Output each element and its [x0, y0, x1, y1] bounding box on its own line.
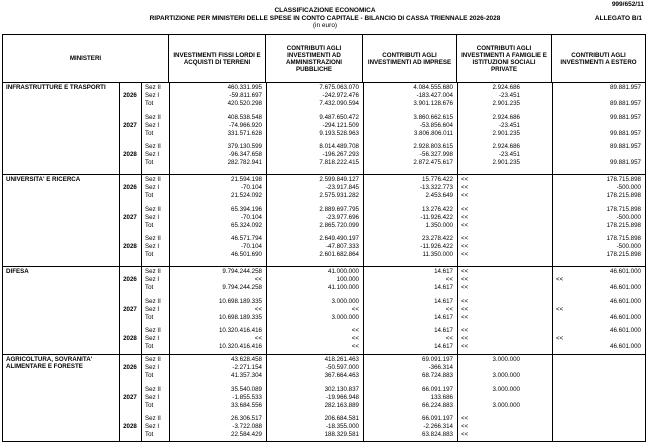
- row-type-label: Sez I: [145, 243, 160, 251]
- table-cell: 2.453.649: [425, 192, 453, 200]
- table-cell: <<: [461, 313, 469, 321]
- table-cell: 408.538.548: [227, 113, 262, 121]
- row-type-label: Tot: [145, 401, 154, 409]
- table-cell: 367.664.463: [324, 372, 359, 380]
- table-cell: -1.855.533: [232, 393, 262, 401]
- table-cell: 46.601.000: [610, 313, 641, 321]
- row-type-label: Sez II: [145, 385, 161, 393]
- table-cell: <<: [461, 305, 469, 313]
- table-cell: <<: [461, 243, 469, 251]
- table-cell: <<: [254, 276, 262, 284]
- table-cell: 302.130.837: [324, 385, 359, 393]
- table-cell: 14.617: [434, 268, 453, 275]
- table-cell: <<: [556, 276, 564, 284]
- table-cell: 3.000.000: [492, 401, 520, 409]
- year-label: 2028: [123, 335, 137, 343]
- table-cell: 2.601.682.864: [319, 251, 359, 259]
- table-cell: 133.686: [430, 393, 453, 401]
- table-cell: 2.865.720.099: [319, 221, 359, 229]
- row-type-label: Sez I: [145, 184, 160, 192]
- table-cell: 10.320.416.416: [218, 343, 262, 351]
- table-cell: -56.327.998: [419, 151, 453, 159]
- year-label: 2028: [123, 243, 137, 251]
- row-type-label: Tot: [145, 343, 154, 351]
- table-cell: -59.811.697: [229, 92, 262, 100]
- row-type-label: Tot: [145, 284, 154, 292]
- table-cell: 41.357.304: [231, 372, 262, 380]
- ministry-name: DIFESA: [6, 268, 29, 275]
- year-label: 2027: [123, 213, 137, 221]
- table-cell: -196.267.293: [322, 151, 359, 159]
- row-type-label: Sez I: [145, 213, 160, 221]
- table-cell: <<: [351, 305, 359, 313]
- table-cell: -294.121.509: [322, 121, 359, 129]
- table-cell: -366.314: [428, 364, 453, 372]
- table-cell: 282.163.889: [324, 401, 359, 409]
- table-cell: 178.215.898: [606, 221, 641, 229]
- table-cell: -53.856.604: [419, 121, 453, 129]
- table-cell: -23.451: [499, 151, 520, 159]
- table-cell: -19.966.948: [325, 393, 359, 401]
- table-cell: 2.599.849.127: [319, 176, 359, 183]
- table-cell: 33.684.556: [231, 401, 262, 409]
- row-type-label: Sez I: [145, 423, 160, 431]
- table-cell: <<: [461, 213, 469, 221]
- table-cell: <<: [461, 235, 469, 243]
- table-cell: <<: [461, 343, 469, 351]
- table-cell: 2.928.803.615: [413, 143, 453, 151]
- year-label: 2027: [123, 305, 137, 313]
- table-cell: <<: [445, 335, 453, 343]
- row-type-label: Tot: [145, 251, 154, 259]
- row-type-label: Sez I: [145, 335, 160, 343]
- table-cell: 178.215.898: [606, 251, 641, 259]
- year-label: 2028: [123, 151, 137, 159]
- row-type-label: Sez II: [145, 84, 161, 91]
- table-cell: -70.104: [241, 184, 262, 192]
- table-cell: <<: [461, 192, 469, 200]
- table-cell: 282.782.941: [227, 159, 262, 167]
- table-cell: 99.881.957: [610, 129, 641, 137]
- row-type-label: Sez II: [145, 143, 161, 151]
- row-type-label: Sez II: [145, 327, 161, 335]
- ministry-name: INFRASTRUTTURE E TRASPORTI: [6, 84, 106, 91]
- row-type-label: Sez II: [145, 415, 161, 423]
- table-cell: 46.601.000: [610, 284, 641, 292]
- table-cell: <<: [461, 423, 469, 431]
- table-cell: <<: [556, 335, 564, 343]
- table-cell: <<: [461, 276, 469, 284]
- table-cell: <<: [461, 415, 469, 423]
- table-cell: -500.000: [616, 243, 641, 251]
- table-cell: 14.617: [434, 313, 453, 321]
- table-cell: 3.860.662.615: [413, 113, 453, 121]
- table-cell: 89.881.957: [610, 143, 641, 151]
- table-cell: 3.806.806.011: [413, 129, 453, 137]
- table-cell: 10.320.416.416: [218, 327, 262, 335]
- col-header-contributi-famiglie: CONTRIBUTI AGLI INVESTIMENTI A FAMIGLIE E ISTITUZIONI SOCIALI PRIVATE: [457, 35, 552, 82]
- col-header-contributi-amministrazioni: CONTRIBUTI AGLI INVESTIMENTI AD AMMINISTRAZIONI PUBBLICHE: [266, 35, 363, 82]
- table-cell: 46.601.000: [610, 327, 641, 335]
- row-type-label: Sez II: [145, 356, 161, 363]
- table-cell: -96.347.658: [228, 151, 262, 159]
- col-header-contributi-imprese: CONTRIBUTI AGLI INVESTIMENTI AD IMPRESE: [363, 35, 457, 82]
- table-cell: 7.675.063.070: [319, 84, 359, 91]
- table-cell: 23.278.422: [422, 235, 453, 243]
- table-cell: 35.540.089: [231, 385, 262, 393]
- table-cell: <<: [254, 305, 262, 313]
- table-cell: -500.000: [616, 213, 641, 221]
- table-cell: 46.601.000: [610, 343, 641, 351]
- document-title: CLASSIFICAZIONE ECONOMICA: [274, 7, 376, 14]
- table-cell: <<: [351, 327, 359, 335]
- table-cell: 379.130.599: [227, 143, 262, 151]
- row-type-label: Tot: [145, 431, 154, 439]
- year-label: 2026: [123, 184, 137, 192]
- table-cell: 99.881.957: [610, 113, 641, 121]
- unit-note: (in euro): [312, 22, 338, 29]
- table-cell: 2.924.686: [492, 143, 520, 151]
- year-label: 2028: [123, 423, 137, 431]
- table-cell: 420.520.298: [227, 100, 262, 108]
- table-cell: <<: [461, 335, 469, 343]
- table-cell: -70.104: [241, 243, 262, 251]
- row-type-label: Tot: [145, 100, 154, 108]
- table-cell: 460.331.995: [227, 84, 262, 91]
- table-cell: 13.276.422: [422, 205, 453, 213]
- table-cell: 99.881.957: [610, 159, 641, 167]
- table-cell: 9.794.244.258: [222, 268, 262, 275]
- table-cell: 7.432.090.594: [319, 100, 359, 108]
- table-cell: 26.306.517: [231, 415, 262, 423]
- table-cell: 100.000: [336, 276, 359, 284]
- col-header-contributi-estero: CONTRIBUTI AGLI INVESTIMENTI A ESTERO: [560, 51, 637, 66]
- table-cell: 14.617: [434, 284, 453, 292]
- table-cell: <<: [445, 305, 453, 313]
- table-cell: -74.966.920: [228, 121, 262, 129]
- year-label: 2027: [123, 121, 137, 129]
- table-cell: -23.451: [499, 121, 520, 129]
- table-cell: <<: [461, 176, 469, 183]
- table-cell: 41.100.000: [328, 284, 359, 292]
- table-cell: 418.261.463: [324, 356, 359, 363]
- table-cell: 2.649.490.197: [319, 235, 359, 243]
- table-cell: -242.972.476: [322, 92, 359, 100]
- table-cell: -11.926.422: [420, 243, 453, 251]
- table-cell: 2.901.235: [492, 159, 520, 167]
- table-cell: -183.427.004: [416, 92, 453, 100]
- table-cell: 66.091.197: [422, 415, 453, 423]
- table-cell: 3.000.000: [492, 356, 520, 363]
- table-cell: 10.698.189.335: [218, 297, 262, 305]
- document-id: 999/652/11: [611, 1, 644, 8]
- table-cell: -3.722.088: [232, 423, 262, 431]
- table-cell: 15.776.422: [422, 176, 453, 183]
- row-type-label: Tot: [145, 129, 154, 137]
- table-cell: 9.487.650.472: [319, 113, 359, 121]
- table-cell: 68.724.883: [422, 372, 453, 380]
- table-cell: <<: [461, 284, 469, 292]
- row-type-label: Sez II: [145, 205, 161, 213]
- table-cell: 2.901.235: [492, 129, 520, 137]
- row-type-label: Sez I: [145, 393, 160, 401]
- table-cell: 43.628.458: [231, 356, 262, 363]
- table-cell: 3.901.128.676: [413, 100, 453, 108]
- row-type-label: Sez I: [145, 121, 160, 129]
- row-type-label: Sez I: [145, 276, 160, 284]
- table-cell: 63.824.883: [422, 431, 453, 439]
- table-cell: 178.215.898: [606, 192, 641, 200]
- table-cell: 3.000.000: [331, 297, 359, 305]
- table-cell: 2.924.686: [492, 84, 520, 91]
- table-cell: 41.000.000: [328, 268, 359, 275]
- row-type-label: Sez II: [145, 297, 161, 305]
- table-cell: 1.350.000: [425, 221, 453, 229]
- table-cell: 2.889.697.795: [319, 205, 359, 213]
- budget-table: [2, 34, 646, 442]
- table-cell: 2.872.475.617: [413, 159, 453, 167]
- row-type-label: Sez I: [145, 364, 160, 372]
- table-cell: 188.329.581: [324, 431, 359, 439]
- allegato-label: ALLEGATO B/1: [594, 15, 642, 22]
- row-type-label: Sez II: [145, 176, 161, 183]
- table-cell: 66.224.883: [422, 401, 453, 409]
- row-type-label: Tot: [145, 159, 154, 167]
- table-cell: 11.350.000: [422, 251, 453, 259]
- table-cell: 178.715.898: [606, 205, 641, 213]
- table-cell: 178.715.898: [606, 176, 641, 183]
- ministry-name: AGRICOLTURA, SOVRANITA' ALIMENTARE E FORESTE: [6, 356, 93, 370]
- row-type-label: Sez II: [145, 268, 161, 275]
- table-cell: 3.000.000: [492, 385, 520, 393]
- year-label: 2026: [123, 276, 137, 284]
- table-cell: 46.501.690: [231, 251, 262, 259]
- table-cell: 65.324.092: [231, 221, 262, 229]
- row-type-label: Tot: [145, 221, 154, 229]
- table-cell: <<: [351, 335, 359, 343]
- row-type-label: Tot: [145, 372, 154, 380]
- table-cell: <<: [461, 297, 469, 305]
- table-cell: <<: [556, 305, 564, 313]
- year-label: 2026: [123, 92, 137, 100]
- table-cell: -70.104: [241, 213, 262, 221]
- table-cell: <<: [461, 184, 469, 192]
- table-cell: 2.924.686: [492, 113, 520, 121]
- table-cell: 9.794.244.258: [222, 284, 262, 292]
- table-cell: 8.014.489.708: [319, 143, 359, 151]
- table-cell: 2.575.931.282: [319, 192, 359, 200]
- table-cell: <<: [461, 327, 469, 335]
- table-cell: 89.881.957: [610, 84, 641, 91]
- table-cell: 3.000.000: [331, 313, 359, 321]
- table-cell: 206.684.581: [324, 415, 359, 423]
- table-cell: 89.881.957: [610, 100, 641, 108]
- table-cell: -2.266.314: [423, 423, 453, 431]
- table-cell: 21.524.092: [231, 192, 262, 200]
- table-cell: 46.601.000: [610, 297, 641, 305]
- table-cell: 46.601.000: [610, 268, 641, 275]
- col-header-investimenti-fissi: INVESTIMENTI FISSI LORDI E ACQUISTI DI TERRENI: [169, 35, 266, 82]
- table-cell: 3.000.000: [492, 372, 520, 380]
- table-cell: 9.193.528.963: [319, 129, 359, 137]
- table-cell: <<: [351, 343, 359, 351]
- table-cell: 2.901.235: [492, 100, 520, 108]
- row-type-label: Sez II: [145, 235, 161, 243]
- table-cell: 178.715.898: [606, 235, 641, 243]
- ministry-name: UNIVERSITA' E RICERCA: [6, 176, 81, 183]
- row-type-label: Sez II: [145, 113, 161, 121]
- table-cell: 46.571.794: [231, 235, 262, 243]
- table-cell: <<: [461, 268, 469, 275]
- table-cell: 14.617: [434, 327, 453, 335]
- table-cell: <<: [461, 205, 469, 213]
- row-type-label: Tot: [145, 313, 154, 321]
- table-cell: 14.617: [434, 343, 453, 351]
- table-cell: 21.594.198: [231, 176, 262, 183]
- year-label: 2027: [123, 393, 137, 401]
- table-cell: <<: [461, 221, 469, 229]
- table-cell: -18.355.000: [325, 423, 359, 431]
- col-header-ministeri: MINISTERI: [3, 35, 169, 82]
- table-cell: -2.271.154: [232, 364, 262, 372]
- table-cell: <<: [461, 431, 469, 439]
- table-cell: -50.597.000: [325, 364, 359, 372]
- table-cell: <<: [461, 251, 469, 259]
- table-cell: 7.818.222.415: [319, 159, 359, 167]
- table-cell: 66.091.197: [422, 385, 453, 393]
- table-cell: 14.617: [434, 297, 453, 305]
- table-cell: -23.917.845: [325, 184, 359, 192]
- table-cell: 10.698.189.335: [218, 313, 262, 321]
- table-cell: -23.451: [499, 92, 520, 100]
- table-cell: -500.000: [616, 184, 641, 192]
- row-type-label: Sez I: [145, 92, 160, 100]
- table-cell: 4.084.555.680: [413, 84, 453, 91]
- row-type-label: Sez I: [145, 151, 160, 159]
- table-cell: -23.977.696: [325, 213, 359, 221]
- year-label: 2026: [123, 364, 137, 372]
- row-type-label: Sez I: [145, 305, 160, 313]
- document-header: [0, 7, 650, 30]
- table-cell: 22.584.429: [231, 431, 262, 439]
- table-cell: <<: [445, 276, 453, 284]
- table-cell: 65.394.196: [231, 205, 262, 213]
- table-cell: 331.571.628: [227, 129, 262, 137]
- table-cell: -13.322.773: [419, 184, 453, 192]
- table-cell: 69.091.197: [422, 356, 453, 363]
- table-cell: <<: [254, 335, 262, 343]
- table-cell: -11.926.422: [420, 213, 453, 221]
- table-cell: -47.807.333: [325, 243, 359, 251]
- document-subtitle: RIPARTIZIONE PER MINISTERI DELLE SPESE IN CONTO CAPITALE - BILANCIO DI CASSA TRIENNALE 2026-2028: [149, 14, 501, 22]
- row-type-label: Tot: [145, 192, 154, 200]
